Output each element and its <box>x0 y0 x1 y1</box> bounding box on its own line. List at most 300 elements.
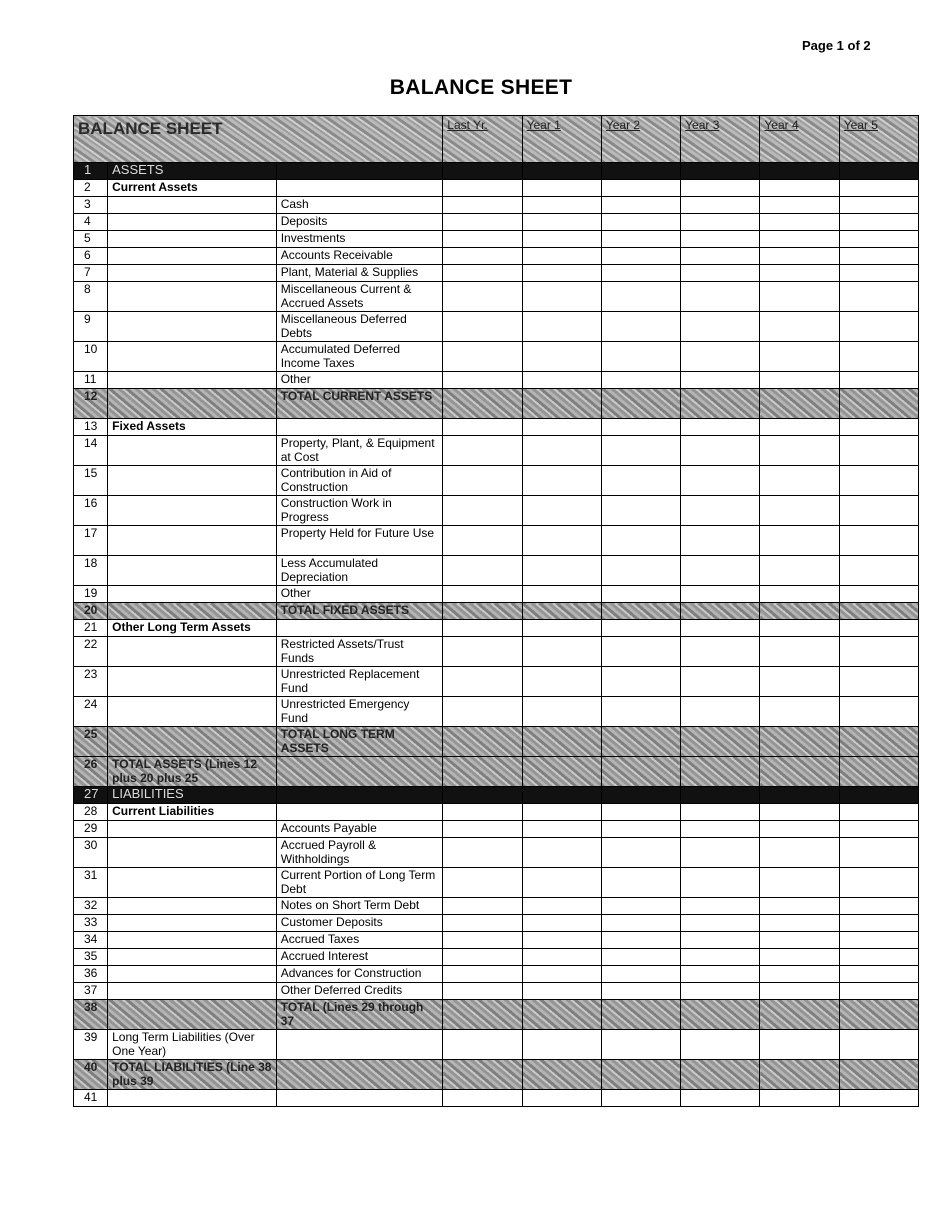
value-cell[interactable] <box>681 214 760 231</box>
category-cell: TOTAL LIABILITIES (Line 38 plus 39 <box>108 1060 277 1090</box>
table-header-title: BALANCE SHEET <box>74 116 443 163</box>
value-cell[interactable] <box>839 372 918 389</box>
line-item-cell: Accrued Interest <box>276 949 443 966</box>
value-cell[interactable] <box>681 637 760 667</box>
value-cell[interactable] <box>522 436 601 466</box>
value-cell[interactable] <box>839 312 918 342</box>
line-item-cell: Other Deferred Credits <box>276 983 443 1000</box>
value-cell[interactable] <box>681 1060 760 1090</box>
line-number: 7 <box>74 265 108 282</box>
line-number: 17 <box>74 526 108 556</box>
value-cell[interactable] <box>760 265 839 282</box>
value-cell[interactable] <box>601 248 680 265</box>
value-cell[interactable] <box>839 436 918 466</box>
value-cell[interactable] <box>522 389 601 419</box>
value-cell[interactable] <box>760 637 839 667</box>
value-cell[interactable] <box>443 838 522 868</box>
value-cell[interactable] <box>443 342 522 372</box>
value-cell[interactable] <box>760 620 839 637</box>
value-cell[interactable] <box>681 983 760 1000</box>
value-cell[interactable] <box>443 180 522 197</box>
value-cell[interactable] <box>760 804 839 821</box>
value-cell[interactable] <box>443 265 522 282</box>
value-cell[interactable] <box>443 526 522 556</box>
value-cell[interactable] <box>443 787 522 804</box>
value-cell[interactable] <box>760 1060 839 1090</box>
value-cell[interactable] <box>839 821 918 838</box>
category-cell <box>108 586 277 603</box>
value-cell[interactable] <box>522 637 601 667</box>
value-cell[interactable] <box>522 667 601 697</box>
value-cell[interactable] <box>443 949 522 966</box>
table-row <box>74 787 919 804</box>
table-row <box>74 248 919 265</box>
value-cell[interactable] <box>839 248 918 265</box>
value-cell[interactable] <box>681 496 760 526</box>
value-cell[interactable] <box>443 932 522 949</box>
value-cell[interactable] <box>681 838 760 868</box>
value-cell[interactable] <box>522 868 601 898</box>
value-cell[interactable] <box>443 214 522 231</box>
line-number: 6 <box>74 248 108 265</box>
value-cell[interactable] <box>839 496 918 526</box>
table-row <box>74 603 919 620</box>
value-cell[interactable] <box>601 180 680 197</box>
value-cell[interactable] <box>681 727 760 757</box>
value-cell[interactable] <box>522 180 601 197</box>
value-cell[interactable] <box>681 821 760 838</box>
value-cell[interactable] <box>760 1090 839 1107</box>
value-cell[interactable] <box>760 342 839 372</box>
line-item-cell: Unrestricted Replacement Fund <box>276 667 443 697</box>
value-cell[interactable] <box>443 898 522 915</box>
value-cell[interactable] <box>443 248 522 265</box>
table-body <box>74 163 919 1107</box>
category-cell <box>108 821 277 838</box>
line-number: 3 <box>74 197 108 214</box>
line-number: 27 <box>74 787 108 804</box>
value-cell[interactable] <box>601 197 680 214</box>
value-cell[interactable] <box>443 389 522 419</box>
value-cell[interactable] <box>839 389 918 419</box>
value-cell[interactable] <box>760 496 839 526</box>
value-cell[interactable] <box>522 603 601 620</box>
value-cell[interactable] <box>601 966 680 983</box>
value-cell[interactable] <box>839 637 918 667</box>
value-cell[interactable] <box>601 1090 680 1107</box>
line-item-cell: Accrued Payroll & Withholdings <box>276 838 443 868</box>
value-cell[interactable] <box>760 282 839 312</box>
category-cell <box>108 389 277 419</box>
value-cell[interactable] <box>681 1030 760 1060</box>
line-number: 1 <box>74 163 108 180</box>
value-cell[interactable] <box>760 556 839 586</box>
line-number: 41 <box>74 1090 108 1107</box>
line-number: 24 <box>74 697 108 727</box>
value-cell[interactable] <box>522 496 601 526</box>
value-cell[interactable] <box>601 389 680 419</box>
value-cell[interactable] <box>760 526 839 556</box>
value-cell[interactable] <box>839 163 918 180</box>
value-cell[interactable] <box>601 821 680 838</box>
value-cell[interactable] <box>839 1060 918 1090</box>
value-cell[interactable] <box>522 966 601 983</box>
document-title: BALANCE SHEET <box>389 76 573 99</box>
value-cell[interactable] <box>522 821 601 838</box>
value-cell[interactable] <box>760 586 839 603</box>
value-cell[interactable] <box>601 804 680 821</box>
value-cell[interactable] <box>681 372 760 389</box>
value-cell[interactable] <box>839 466 918 496</box>
value-cell[interactable] <box>681 868 760 898</box>
value-cell[interactable] <box>681 163 760 180</box>
value-cell[interactable] <box>760 757 839 787</box>
value-cell[interactable] <box>601 372 680 389</box>
value-cell[interactable] <box>601 915 680 932</box>
category-cell <box>108 265 277 282</box>
table-row <box>74 466 919 496</box>
value-cell[interactable] <box>601 697 680 727</box>
value-cell[interactable] <box>681 248 760 265</box>
value-cell[interactable] <box>443 821 522 838</box>
value-cell[interactable] <box>522 1030 601 1060</box>
value-cell[interactable] <box>760 197 839 214</box>
value-cell[interactable] <box>443 556 522 586</box>
value-cell[interactable] <box>839 1000 918 1030</box>
value-cell[interactable] <box>522 231 601 248</box>
value-cell[interactable] <box>839 1090 918 1107</box>
value-cell[interactable] <box>443 231 522 248</box>
value-cell[interactable] <box>601 727 680 757</box>
value-cell[interactable] <box>839 667 918 697</box>
value-cell[interactable] <box>839 898 918 915</box>
value-cell[interactable] <box>443 1000 522 1030</box>
value-cell[interactable] <box>522 1060 601 1090</box>
line-item-cell: Plant, Material & Supplies <box>276 265 443 282</box>
value-cell[interactable] <box>839 838 918 868</box>
value-cell[interactable] <box>681 898 760 915</box>
value-cell[interactable] <box>522 915 601 932</box>
line-number: 15 <box>74 466 108 496</box>
value-cell[interactable] <box>839 983 918 1000</box>
value-cell[interactable] <box>601 983 680 1000</box>
value-cell[interactable] <box>839 868 918 898</box>
value-cell[interactable] <box>522 372 601 389</box>
value-cell[interactable] <box>522 282 601 312</box>
value-cell[interactable] <box>601 637 680 667</box>
value-cell[interactable] <box>522 932 601 949</box>
value-cell[interactable] <box>522 342 601 372</box>
value-cell[interactable] <box>681 265 760 282</box>
value-cell[interactable] <box>681 804 760 821</box>
value-cell[interactable] <box>522 787 601 804</box>
value-cell[interactable] <box>839 620 918 637</box>
value-cell[interactable] <box>443 197 522 214</box>
value-cell[interactable] <box>760 898 839 915</box>
value-cell[interactable] <box>760 248 839 265</box>
value-cell[interactable] <box>760 231 839 248</box>
value-cell[interactable] <box>681 667 760 697</box>
value-cell[interactable] <box>443 983 522 1000</box>
value-cell[interactable] <box>443 757 522 787</box>
value-cell[interactable] <box>522 620 601 637</box>
value-cell[interactable] <box>443 312 522 342</box>
value-cell[interactable] <box>839 727 918 757</box>
value-cell[interactable] <box>839 180 918 197</box>
value-cell[interactable] <box>681 915 760 932</box>
value-cell[interactable] <box>443 1090 522 1107</box>
value-cell[interactable] <box>839 282 918 312</box>
value-cell[interactable] <box>522 312 601 342</box>
value-cell[interactable] <box>839 419 918 436</box>
value-cell[interactable] <box>681 1000 760 1030</box>
value-cell[interactable] <box>522 697 601 727</box>
value-cell[interactable] <box>443 419 522 436</box>
value-cell[interactable] <box>839 231 918 248</box>
value-cell[interactable] <box>839 214 918 231</box>
value-cell[interactable] <box>760 436 839 466</box>
value-cell[interactable] <box>760 389 839 419</box>
value-cell[interactable] <box>681 966 760 983</box>
value-cell[interactable] <box>681 282 760 312</box>
line-item-cell: Accounts Receivable <box>276 248 443 265</box>
line-item-cell: Other <box>276 586 443 603</box>
value-cell[interactable] <box>443 1030 522 1060</box>
value-cell[interactable] <box>760 180 839 197</box>
table-row <box>74 838 919 868</box>
value-cell[interactable] <box>601 526 680 556</box>
table-row <box>74 821 919 838</box>
value-cell[interactable] <box>681 526 760 556</box>
table-row <box>74 932 919 949</box>
value-cell[interactable] <box>760 603 839 620</box>
value-cell[interactable] <box>760 163 839 180</box>
value-cell[interactable] <box>443 163 522 180</box>
value-cell[interactable] <box>601 787 680 804</box>
value-cell[interactable] <box>522 526 601 556</box>
value-cell[interactable] <box>760 214 839 231</box>
value-cell[interactable] <box>760 932 839 949</box>
value-cell[interactable] <box>522 757 601 787</box>
value-cell[interactable] <box>681 603 760 620</box>
value-cell[interactable] <box>443 586 522 603</box>
column-header-year-5: Year 5 <box>839 116 918 163</box>
value-cell[interactable] <box>839 787 918 804</box>
table-row <box>74 1090 919 1107</box>
line-item-cell: TOTAL LONG TERM ASSETS <box>276 727 443 757</box>
value-cell[interactable] <box>601 868 680 898</box>
value-cell[interactable] <box>760 372 839 389</box>
value-cell[interactable] <box>681 312 760 342</box>
value-cell[interactable] <box>522 838 601 868</box>
value-cell[interactable] <box>601 466 680 496</box>
value-cell[interactable] <box>443 667 522 697</box>
value-cell[interactable] <box>522 983 601 1000</box>
value-cell[interactable] <box>681 436 760 466</box>
value-cell[interactable] <box>760 868 839 898</box>
category-cell <box>108 282 277 312</box>
value-cell[interactable] <box>681 932 760 949</box>
value-cell[interactable] <box>681 231 760 248</box>
value-cell[interactable] <box>760 466 839 496</box>
value-cell[interactable] <box>760 966 839 983</box>
value-cell[interactable] <box>443 697 522 727</box>
value-cell[interactable] <box>601 556 680 586</box>
value-cell[interactable] <box>443 496 522 526</box>
header-row <box>74 116 919 163</box>
value-cell[interactable] <box>443 868 522 898</box>
table-row <box>74 949 919 966</box>
value-cell[interactable] <box>601 496 680 526</box>
line-item-cell: TOTAL CURRENT ASSETS <box>276 389 443 419</box>
line-item-cell: Unrestricted Emergency Fund <box>276 697 443 727</box>
value-cell[interactable] <box>760 312 839 342</box>
value-cell[interactable] <box>760 838 839 868</box>
value-cell[interactable] <box>839 932 918 949</box>
value-cell[interactable] <box>681 949 760 966</box>
line-number: 28 <box>74 804 108 821</box>
value-cell[interactable] <box>601 667 680 697</box>
value-cell[interactable] <box>443 727 522 757</box>
value-cell[interactable] <box>522 466 601 496</box>
value-cell[interactable] <box>839 586 918 603</box>
value-cell[interactable] <box>601 163 680 180</box>
line-number: 35 <box>74 949 108 966</box>
value-cell[interactable] <box>760 949 839 966</box>
value-cell[interactable] <box>839 804 918 821</box>
value-cell[interactable] <box>681 1090 760 1107</box>
value-cell[interactable] <box>681 180 760 197</box>
value-cell[interactable] <box>681 556 760 586</box>
value-cell[interactable] <box>839 949 918 966</box>
value-cell[interactable] <box>443 1060 522 1090</box>
value-cell[interactable] <box>681 620 760 637</box>
category-cell <box>108 526 277 556</box>
value-cell[interactable] <box>522 586 601 603</box>
value-cell[interactable] <box>601 231 680 248</box>
category-cell: Fixed Assets <box>108 419 277 436</box>
column-header-year-4: Year 4 <box>760 116 839 163</box>
value-cell[interactable] <box>601 586 680 603</box>
value-cell[interactable] <box>601 214 680 231</box>
value-cell[interactable] <box>601 436 680 466</box>
value-cell[interactable] <box>522 419 601 436</box>
value-cell[interactable] <box>760 1030 839 1060</box>
value-cell[interactable] <box>839 265 918 282</box>
value-cell[interactable] <box>522 898 601 915</box>
value-cell[interactable] <box>839 915 918 932</box>
table-row <box>74 526 919 556</box>
table-row <box>74 163 919 180</box>
value-cell[interactable] <box>522 1090 601 1107</box>
value-cell[interactable] <box>601 838 680 868</box>
value-cell[interactable] <box>601 620 680 637</box>
value-cell[interactable] <box>443 466 522 496</box>
value-cell[interactable] <box>681 342 760 372</box>
value-cell[interactable] <box>839 526 918 556</box>
value-cell[interactable] <box>522 949 601 966</box>
value-cell[interactable] <box>443 637 522 667</box>
category-cell <box>108 466 277 496</box>
value-cell[interactable] <box>601 949 680 966</box>
value-cell[interactable] <box>681 466 760 496</box>
value-cell[interactable] <box>601 419 680 436</box>
value-cell[interactable] <box>601 282 680 312</box>
value-cell[interactable] <box>681 197 760 214</box>
value-cell[interactable] <box>522 804 601 821</box>
value-cell[interactable] <box>522 727 601 757</box>
value-cell[interactable] <box>601 312 680 342</box>
value-cell[interactable] <box>681 787 760 804</box>
table-row <box>74 180 919 197</box>
value-cell[interactable] <box>601 757 680 787</box>
value-cell[interactable] <box>839 603 918 620</box>
value-cell[interactable] <box>760 915 839 932</box>
value-cell[interactable] <box>522 197 601 214</box>
value-cell[interactable] <box>760 667 839 697</box>
value-cell[interactable] <box>601 898 680 915</box>
value-cell[interactable] <box>839 757 918 787</box>
value-cell[interactable] <box>839 966 918 983</box>
value-cell[interactable] <box>681 419 760 436</box>
value-cell[interactable] <box>681 697 760 727</box>
value-cell[interactable] <box>760 821 839 838</box>
value-cell[interactable] <box>839 342 918 372</box>
value-cell[interactable] <box>522 265 601 282</box>
value-cell[interactable] <box>760 983 839 1000</box>
value-cell[interactable] <box>522 248 601 265</box>
value-cell[interactable] <box>522 1000 601 1030</box>
value-cell[interactable] <box>601 265 680 282</box>
value-cell[interactable] <box>443 915 522 932</box>
value-cell[interactable] <box>601 1030 680 1060</box>
category-cell <box>108 1090 277 1107</box>
value-cell[interactable] <box>443 966 522 983</box>
value-cell[interactable] <box>522 556 601 586</box>
value-cell[interactable] <box>760 697 839 727</box>
value-cell[interactable] <box>601 603 680 620</box>
line-number: 29 <box>74 821 108 838</box>
value-cell[interactable] <box>839 697 918 727</box>
value-cell[interactable] <box>760 419 839 436</box>
value-cell[interactable] <box>601 932 680 949</box>
value-cell[interactable] <box>443 804 522 821</box>
category-cell <box>108 312 277 342</box>
value-cell[interactable] <box>443 436 522 466</box>
value-cell[interactable] <box>839 1030 918 1060</box>
value-cell[interactable] <box>839 556 918 586</box>
value-cell[interactable] <box>681 586 760 603</box>
value-cell[interactable] <box>601 1000 680 1030</box>
value-cell[interactable] <box>522 163 601 180</box>
value-cell[interactable] <box>522 214 601 231</box>
value-cell[interactable] <box>601 1060 680 1090</box>
value-cell[interactable] <box>760 787 839 804</box>
category-cell <box>108 496 277 526</box>
category-cell: LIABILITIES <box>108 787 277 804</box>
value-cell[interactable] <box>681 757 760 787</box>
value-cell[interactable] <box>681 389 760 419</box>
value-cell[interactable] <box>443 372 522 389</box>
value-cell[interactable] <box>443 282 522 312</box>
value-cell[interactable] <box>443 603 522 620</box>
value-cell[interactable] <box>443 620 522 637</box>
value-cell[interactable] <box>760 1000 839 1030</box>
value-cell[interactable] <box>839 197 918 214</box>
value-cell[interactable] <box>601 342 680 372</box>
category-cell <box>108 949 277 966</box>
value-cell[interactable] <box>760 727 839 757</box>
